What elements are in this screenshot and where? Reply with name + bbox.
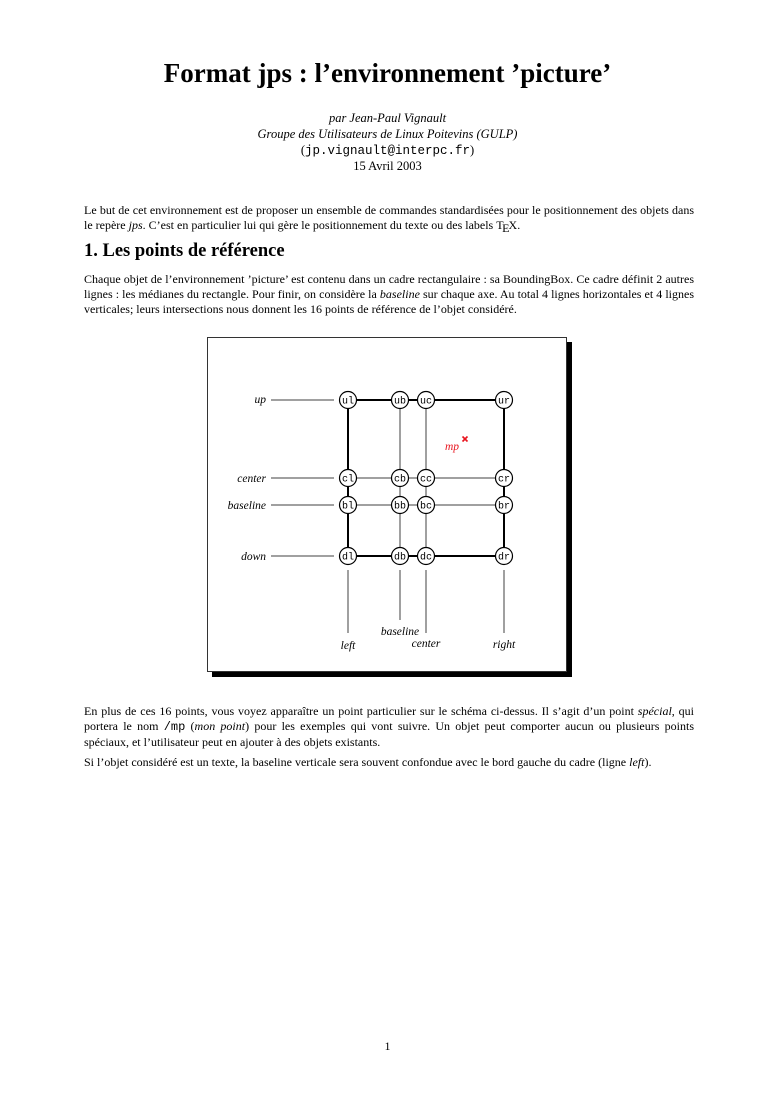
point-bl bbox=[340, 497, 357, 514]
reference-points-diagram bbox=[207, 337, 567, 672]
section-paragraph-3: Si l’objet considéré est un texte, la baseline verticale sera souvent confondue avec le bord gauche du cadre (ligne left). bbox=[84, 755, 652, 769]
grid-lines bbox=[271, 400, 504, 633]
section-heading: 1. Les points de référence bbox=[84, 241, 285, 261]
point-ur bbox=[496, 392, 513, 409]
svg-text:cb: cb bbox=[393, 474, 407, 486]
svg-text:bl: bl bbox=[341, 501, 355, 513]
row-label-down: down bbox=[241, 551, 266, 563]
svg-text:ur: ur bbox=[497, 396, 511, 408]
section-paragraph-2: En plus de ces 16 points, vous voyez apparaître un point particulier sur le schéma ci-dessus. Il s’agit d’un point spécial, qui portera le nom /mp (mon point) pour les exemples qui vont suivre. Un objet peut comporter aucun ou plusieurs points spéciaux, et l’utilisateur peut en ajouter à des objets existants. bbox=[84, 704, 694, 750]
email-line: (jp.vignault@interpc.fr) bbox=[300, 143, 475, 158]
col-label-center: center bbox=[411, 638, 441, 650]
svg-text:ul: ul bbox=[341, 396, 355, 408]
row-label-up: up bbox=[254, 394, 266, 406]
svg-text:br: br bbox=[497, 501, 511, 513]
point-dc bbox=[418, 548, 435, 565]
point-cc bbox=[418, 470, 435, 487]
col-label-right: right bbox=[492, 639, 516, 651]
svg-text:db: db bbox=[393, 552, 407, 564]
col-label-left: left bbox=[340, 640, 356, 652]
point-db bbox=[392, 548, 409, 565]
point-cl bbox=[340, 470, 357, 487]
svg-text:ub: ub bbox=[393, 396, 407, 408]
point-cb bbox=[392, 470, 409, 487]
row-label-center: center bbox=[237, 473, 266, 485]
tex-logo: $T_EX$ bbox=[496, 218, 518, 236]
point-ul bbox=[340, 392, 357, 409]
row-label-baseline: baseline bbox=[227, 500, 266, 512]
svg-text:bc: bc bbox=[419, 501, 433, 513]
point-bb bbox=[392, 497, 409, 514]
svg-text:cc: cc bbox=[419, 474, 433, 486]
date-line: 15 Avril 2003 bbox=[353, 159, 422, 173]
section-paragraph-1: Chaque objet de l’environnement ’picture’ est contenu dans un cadre rectangulaire : sa BoundingBox. Ce cadre définit 2 autres lignes : les médianes du rectangle. Pour finir, on considère la baseline sur chaque axe. Au total 4 lignes horizontales et 4 lignes verticales; leurs intersections nous donnent les 16 points de référence de l’objet considéré. bbox=[84, 272, 694, 317]
svg-text:dc: dc bbox=[419, 552, 433, 564]
page-number: 1 bbox=[384, 1039, 391, 1053]
point-br bbox=[496, 497, 513, 514]
cross-icon bbox=[463, 437, 468, 442]
point-uc bbox=[418, 392, 435, 409]
email-link[interactable]: jp.vignault@interpc.fr bbox=[304, 144, 471, 158]
svg-text:cr: cr bbox=[497, 474, 511, 486]
point-bc bbox=[418, 497, 435, 514]
svg-text:bb: bb bbox=[393, 501, 407, 513]
svg-text:cl: cl bbox=[341, 474, 355, 486]
point-ub bbox=[392, 392, 409, 409]
document-title: Format jps : l’environnement ’picture’ bbox=[163, 58, 612, 88]
svg-text:uc: uc bbox=[419, 396, 433, 408]
author-line: par Jean-Paul Vignault bbox=[328, 111, 447, 125]
group-line: Groupe des Utilisateurs de Linux Poitevins (GULP) bbox=[257, 127, 518, 141]
point-dr bbox=[496, 548, 513, 565]
point-dl bbox=[340, 548, 357, 565]
special-point-label: mp bbox=[445, 441, 460, 453]
intro-paragraph: Le but de cet environnement est de proposer un ensemble de commandes standardisées pour le positionnement des objets dans le repère jps. C’est en particulier lui qui gère le positionnement du texte ou des labels $T_EX$. bbox=[84, 203, 694, 236]
col-label-baseline: baseline bbox=[380, 626, 420, 638]
svg-text:dl: dl bbox=[341, 552, 355, 564]
point-cr bbox=[496, 470, 513, 487]
special-point-mp bbox=[445, 437, 468, 454]
svg-text:dr: dr bbox=[497, 552, 511, 564]
